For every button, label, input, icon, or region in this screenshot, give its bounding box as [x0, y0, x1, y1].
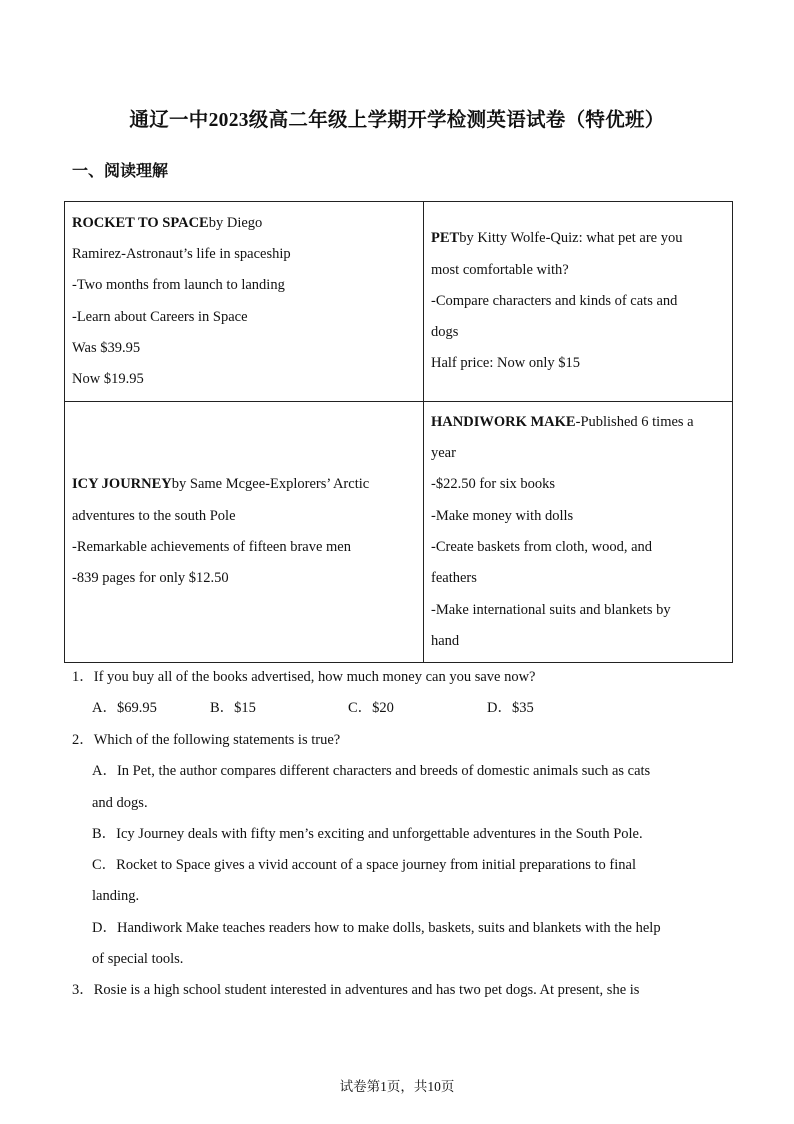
ad-price: -839 pages for only $12.50	[72, 570, 229, 587]
ad-text: by Same Mcgee-Explorers’ Arctic	[171, 476, 370, 493]
option-d[interactable]: D．$35	[487, 700, 534, 717]
option-c[interactable]: C．Rocket to Space gives a vivid account of a space journey from initial preparations to final	[92, 857, 636, 874]
ad-title: ROCKET TO SPACE	[72, 214, 209, 231]
section-heading: 一、阅读理解	[72, 163, 169, 180]
ad-text: adventures to the south Pole	[72, 507, 236, 524]
ad-text: Ramirez-Astronaut’s life in spaceship	[72, 245, 291, 262]
ad-text: -Create baskets from cloth, wood, and	[431, 539, 653, 555]
ad-title: ICY JOURNEY	[72, 476, 172, 493]
option-d-continued: of special tools.	[92, 951, 184, 968]
option-b[interactable]: B．Icy Journey deals with fifty men’s exciting and unforgettable adventures in the South Pole.	[92, 825, 643, 842]
ad-price: -$22.50 for six books	[431, 476, 556, 493]
ad-icy-journey	[65, 402, 424, 663]
option-c[interactable]: C．$20	[348, 700, 394, 717]
ad-text: dogs	[431, 324, 459, 341]
option-a-continued: and dogs.	[92, 794, 148, 811]
ad-text: by Diego	[208, 214, 263, 231]
question-stem: 3．Rosie is a high school student interested in adventures and has two pet dogs. At present, she is	[72, 982, 640, 998]
ad-text: -Make money with dolls	[431, 507, 574, 524]
ad-price: Half price: Now only $15	[431, 355, 580, 372]
question-options	[72, 693, 732, 724]
option-a[interactable]: A．In Pet, the author compares different characters and breeds of domestic animals such as cats	[92, 763, 651, 780]
ad-title: HANDIWORK MAKE	[431, 413, 576, 430]
ad-text: -Compare characters and kinds of cats and	[431, 292, 678, 309]
option-d[interactable]: D．Handiwork Make teaches readers how to make dolls, baskets, suits and blankets with the help	[92, 919, 661, 936]
ad-text: -Two months from launch to landing	[72, 277, 285, 294]
ad-text: feathers	[431, 570, 477, 587]
ad-text: -Remarkable achievements of fifteen brave men	[72, 539, 351, 555]
ad-text: -Learn about Careers in Space	[72, 308, 248, 325]
ad-text: hand	[431, 632, 460, 649]
question-3	[72, 975, 732, 1006]
ad-text: -Make international suits and blankets by	[431, 601, 671, 618]
option-a[interactable]: A．$69.95	[92, 700, 157, 717]
ad-rocket-to-space	[65, 202, 424, 402]
ad-new-price: Now $19.95	[72, 371, 144, 388]
ad-text: year	[431, 445, 456, 462]
option-c-continued: landing.	[92, 888, 140, 905]
exam-title: 通辽一中2023级高二年级上学期开学检测英语试卷（特优班）	[129, 110, 665, 131]
ad-text: -Published 6 times a	[575, 413, 694, 430]
ad-text: most comfortable with?	[431, 261, 569, 278]
ads-table	[64, 201, 733, 663]
option-b[interactable]: B．$15	[210, 700, 256, 717]
page-footer: 试卷第1页，共10页	[339, 1079, 455, 1094]
ad-old-price: Was $39.95	[72, 339, 141, 356]
ad-handiwork-make	[424, 402, 733, 663]
question-stem: 2．Which of the following statements is true?	[72, 732, 341, 748]
question-stem: 1．If you buy all of the books advertised, how much money can you save now?	[72, 669, 536, 685]
ad-pet	[424, 202, 733, 402]
ad-title: PET	[431, 230, 460, 247]
ad-text: by Kitty Wolfe-Quiz: what pet are you	[459, 230, 683, 247]
question-2	[72, 725, 732, 975]
question-1	[72, 662, 732, 725]
